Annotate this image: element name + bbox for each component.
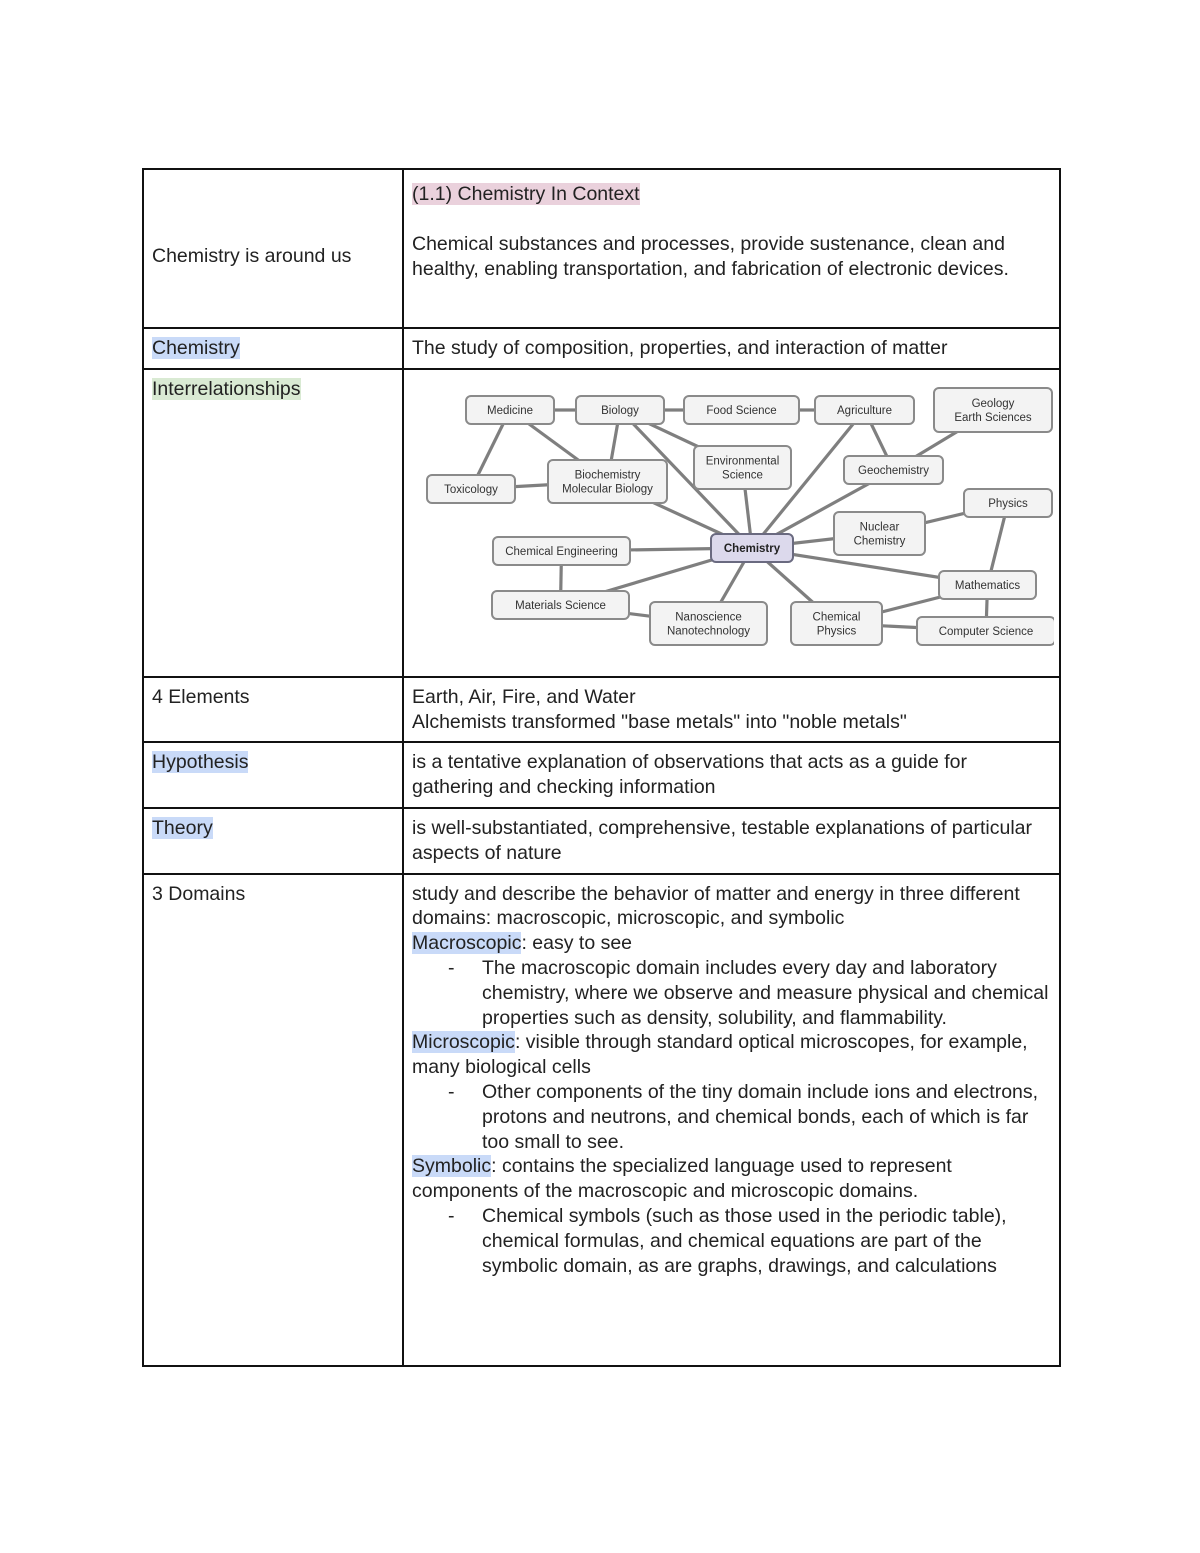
intro-text: Chemical substances and processes, provide sustenance, clean and healthy, enabling transportation, and fabrication of electronic devices. [412,232,1009,280]
node-label: Chemistry [853,535,906,548]
node-box [694,446,791,489]
node-label: Agriculture [837,404,892,417]
list-item [412,1204,1051,1278]
node-label: Chemical [812,611,861,624]
diagram-node-medicine [466,396,554,424]
diagram-node-biology [576,396,664,424]
definition-cell [403,169,1060,328]
definition-cell [403,328,1060,369]
diagram-node-materials [492,591,629,619]
node-box [791,602,882,645]
term-cell [143,169,403,328]
term-chemistry-around-us: Chemistry is around us [152,244,352,267]
term-cell [143,369,403,677]
symbolic-bullet: Chemical symbols (such as those used in the periodic table), chemical formulas, and chemical equations are part of the symbolic domain, as are graphs, drawings, and calculations [482,1204,1007,1277]
node-box [548,460,667,503]
table-row [143,369,1060,677]
table-row [143,742,1060,808]
node-label: Biology [601,404,639,417]
table-row [143,874,1060,1366]
theory-definition: is well-substantiated, comprehensive, testable explanations of particular aspects of nature [412,816,1033,864]
node-label: Biochemistry [574,469,641,482]
node-label: Geology [971,397,1015,410]
interrelationships-diagram [414,382,1054,652]
microscopic-bullet: Other components of the tiny domain include ions and electrons, protons and neutrons, and chemical bonds, each of which is far too small to see. [482,1080,1039,1153]
node-label: Molecular Biology [562,483,653,496]
diagram-node-chemical-physics [791,602,882,645]
node-label: Physics [988,497,1028,510]
diagram-node-geochemistry [844,456,943,484]
list-item [412,956,1051,1030]
term-cell [143,742,403,808]
node-label: Nuclear [859,521,900,534]
node-box [650,602,767,645]
chemistry-definition: The study of composition, properties, and interaction of matter [412,337,948,359]
diagram-node-environmental [694,446,791,489]
term-3-domains: 3 Domains [152,882,246,905]
table-row [143,328,1060,369]
term-theory: Theory [152,816,213,839]
diagram-node-nanoscience [650,602,767,645]
diagram-node-chem-engineering [493,537,630,565]
diagram-cell [403,369,1060,677]
alchemists-line: Alchemists transformed "base metals" into "noble metals" [412,710,907,733]
table-row [143,169,1060,328]
term-chemistry: Chemistry [152,337,240,359]
node-label: Food Science [706,404,777,417]
definition-cell [403,808,1060,874]
term-4-elements: 4 Elements [152,685,250,708]
diagram-node-agriculture [815,396,914,424]
symbolic-text: : contains the specialized language used to represent components of the macroscopic and microscopic domains. [412,1155,952,1203]
node-label: Chemical Engineering [505,545,618,558]
diagram-node-mathematics [939,571,1036,599]
node-label: Geochemistry [858,464,929,477]
diagram-node-food-science [684,396,799,424]
node-label: Physics [816,625,857,638]
node-box [834,512,925,555]
diagram-node-nuclear [834,512,925,555]
bullet-dash: - [448,956,455,979]
table-row [143,677,1060,743]
term-cell [143,328,403,369]
node-box [934,388,1052,432]
term-cell [143,874,403,1366]
node-label: Toxicology [444,483,498,496]
node-label: Nanoscience [675,611,742,624]
notes-table [142,168,1061,1367]
symbolic-label: Symbolic [412,1155,492,1178]
definition-cell [403,677,1060,743]
diagram-node-center [711,534,793,562]
diagram-node-biochemistry [548,460,667,503]
bullet-dash: - [448,1204,455,1227]
node-label: Medicine [486,404,534,417]
node-label: Earth Sciences [954,411,1032,424]
macroscopic-bullet: The macroscopic domain includes every day and laboratory chemistry, where we observe and measure physical and chemical properties such as density, solubility, and flammability. [482,956,1049,1029]
diagram-node-physics [964,489,1052,517]
definition-cell [403,874,1060,1366]
macroscopic-label: Macroscopic [412,932,522,955]
microscopic-text: : visible through standard optical microscopes, for example, many biological cells [412,1031,1028,1079]
section-heading: (1.1) Chemistry In Context [412,183,640,205]
node-label: Mathematics [954,579,1021,592]
node-label: Chemistry [723,542,781,555]
elements-line: Earth, Air, Fire, and Water [412,685,636,708]
list-item [412,1080,1051,1154]
microscopic-label: Microscopic [412,1031,515,1054]
definition-cell [403,742,1060,808]
node-label: Science [722,469,763,482]
term-cell [143,677,403,743]
hypothesis-definition: is a tentative explanation of observations that acts as a guide for gathering and checking information [412,751,968,799]
term-interrelationships: Interrelationships [152,377,301,400]
bullet-dash: - [448,1080,455,1103]
term-hypothesis: Hypothesis [152,751,249,774]
node-label: Computer Science [938,625,1034,638]
table-row [143,808,1060,874]
macroscopic-text: : easy to see [521,932,633,955]
domains-intro: study and describe the behavior of matter and energy in three different domains: macroscopic, microscopic, and symbolic [412,882,1020,930]
node-label: Environmental [705,455,780,468]
diagram-node-computer-science [917,617,1054,645]
node-label: Materials Science [515,599,606,612]
diagram-node-geology [934,388,1052,432]
node-label: Nanotechnology [666,625,751,638]
diagram-node-toxicology [427,475,515,503]
term-cell [143,808,403,874]
